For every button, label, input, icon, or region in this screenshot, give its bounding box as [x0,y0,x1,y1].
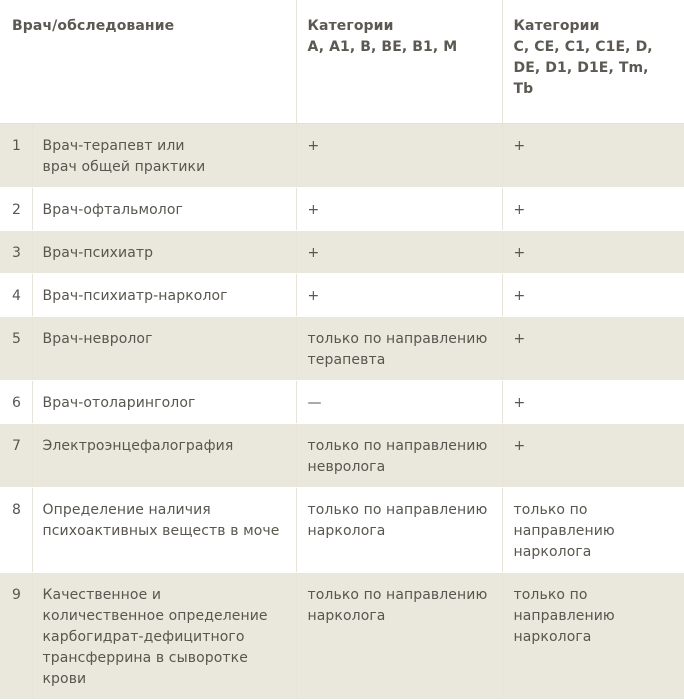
row-number [0,381,32,424]
row-categories-2-value [502,573,684,700]
row-exam-name [32,317,296,381]
row-categories-2-value-line: + [514,436,679,457]
row-number [0,124,32,188]
header-categories-2-line: Категории [514,16,684,37]
header-categories-2-line: DE, D1, D1E, Tm, [514,58,684,79]
row-categories-1-value-line: + [308,243,496,264]
row-number-text: 2 [12,200,32,221]
header-row [0,0,684,124]
table-row [0,488,684,573]
row-categories-2-value [502,274,684,317]
row-exam-name [32,188,296,231]
row-categories-2-value [502,188,684,231]
row-number-text: 5 [12,329,32,350]
table-row [0,124,684,188]
header-doctor-exam [0,0,296,124]
row-categories-2-value-line: направлению [514,521,679,542]
row-exam-name-line: Врач-офтальмолог [43,200,290,221]
row-number [0,231,32,274]
table-row [0,573,684,700]
table-row [0,188,684,231]
row-categories-1-value [296,188,502,231]
row-number-text: 3 [12,243,32,264]
header-categories-2-line: C, CE, C1, C1E, D, [514,37,684,58]
table-row [0,424,684,488]
row-categories-1-value [296,381,502,424]
row-categories-1-value-line: — [308,393,496,414]
row-categories-2-value-line: направлению [514,606,679,627]
row-exam-name-line: врач общей практики [43,157,290,178]
row-categories-1-value [296,317,502,381]
row-categories-1-value-line: нарколога [308,606,496,627]
row-categories-2-value-line: + [514,286,679,307]
row-categories-1-value [296,274,502,317]
row-categories-1-value [296,124,502,188]
row-exam-name-line: трансферрина в сыворотке [43,648,290,669]
row-exam-name-line: Врач-психиатр [43,243,290,264]
row-categories-1-value-line: только по направлению [308,436,496,457]
row-categories-1-value-line: + [308,286,496,307]
row-number [0,188,32,231]
row-categories-2-value [502,424,684,488]
header-doctor-exam-label: Врач/обследование [12,16,296,37]
header-categories-2 [502,0,684,124]
row-categories-2-value-line: + [514,329,679,350]
row-number-text: 9 [12,585,32,606]
row-number [0,573,32,700]
row-categories-1-value-line: + [308,136,496,157]
row-exam-name [32,573,296,700]
row-categories-2-value-line: + [514,200,679,221]
row-exam-name [32,124,296,188]
row-categories-2-value-line: + [514,243,679,264]
row-categories-1-value-line: только по направлению [308,500,496,521]
table-body [0,124,684,700]
header-categories-1-line: Категории [308,16,502,37]
row-exam-name [32,488,296,573]
header-categories-1 [296,0,502,124]
row-categories-1-value [296,488,502,573]
row-categories-1-value-line: только по направлению [308,329,496,350]
row-exam-name-line: Врач-терапевт или [43,136,290,157]
row-categories-2-value [502,381,684,424]
row-categories-1-value [296,424,502,488]
row-categories-2-value-line: нарколога [514,627,679,648]
row-number-text: 6 [12,393,32,414]
row-categories-1-value-line: невролога [308,457,496,478]
row-number [0,488,32,573]
row-exam-name-line: Врач-отоларинголог [43,393,290,414]
row-categories-1-value [296,573,502,700]
row-categories-2-value-line: только по [514,585,679,606]
row-number [0,424,32,488]
row-exam-name [32,231,296,274]
row-categories-2-value-line: только по [514,500,679,521]
row-categories-2-value-line: + [514,393,679,414]
row-number-text: 1 [12,136,32,157]
row-categories-1-value-line: только по направлению [308,585,496,606]
header-categories-2-line: Tb [514,79,684,100]
row-exam-name-line: Врач-психиатр-нарколог [43,286,290,307]
row-exam-name [32,381,296,424]
header-categories-1-line: A, A1, B, BE, B1, M [308,37,502,58]
row-categories-1-value-line: терапевта [308,350,496,371]
row-categories-1-value [296,231,502,274]
row-categories-1-value-line: + [308,200,496,221]
row-number-text: 4 [12,286,32,307]
row-categories-2-value [502,231,684,274]
row-number [0,317,32,381]
row-exam-name-line: психоактивных веществ в моче [43,521,290,542]
row-number [0,274,32,317]
row-exam-name-line: Определение наличия [43,500,290,521]
row-exam-name-line: количественное определение [43,606,290,627]
row-exam-name-line: крови [43,669,290,690]
row-categories-2-value [502,488,684,573]
row-categories-1-value-line: нарколога [308,521,496,542]
row-exam-name-line: Врач-невролог [43,329,290,350]
row-exam-name-line: Электроэнцефалография [43,436,290,457]
table-row [0,317,684,381]
row-exam-name [32,274,296,317]
row-exam-name-line: Качественное и [43,585,290,606]
table-row [0,231,684,274]
row-exam-name-line: карбогидрат-дефицитного [43,627,290,648]
row-categories-2-value-line: + [514,136,679,157]
table-row [0,274,684,317]
row-categories-2-value-line: нарколога [514,542,679,563]
row-categories-2-value [502,317,684,381]
row-number-text: 8 [12,500,32,521]
table-row [0,381,684,424]
table-header [0,0,684,124]
row-number-text: 7 [12,436,32,457]
row-categories-2-value [502,124,684,188]
row-exam-name [32,424,296,488]
